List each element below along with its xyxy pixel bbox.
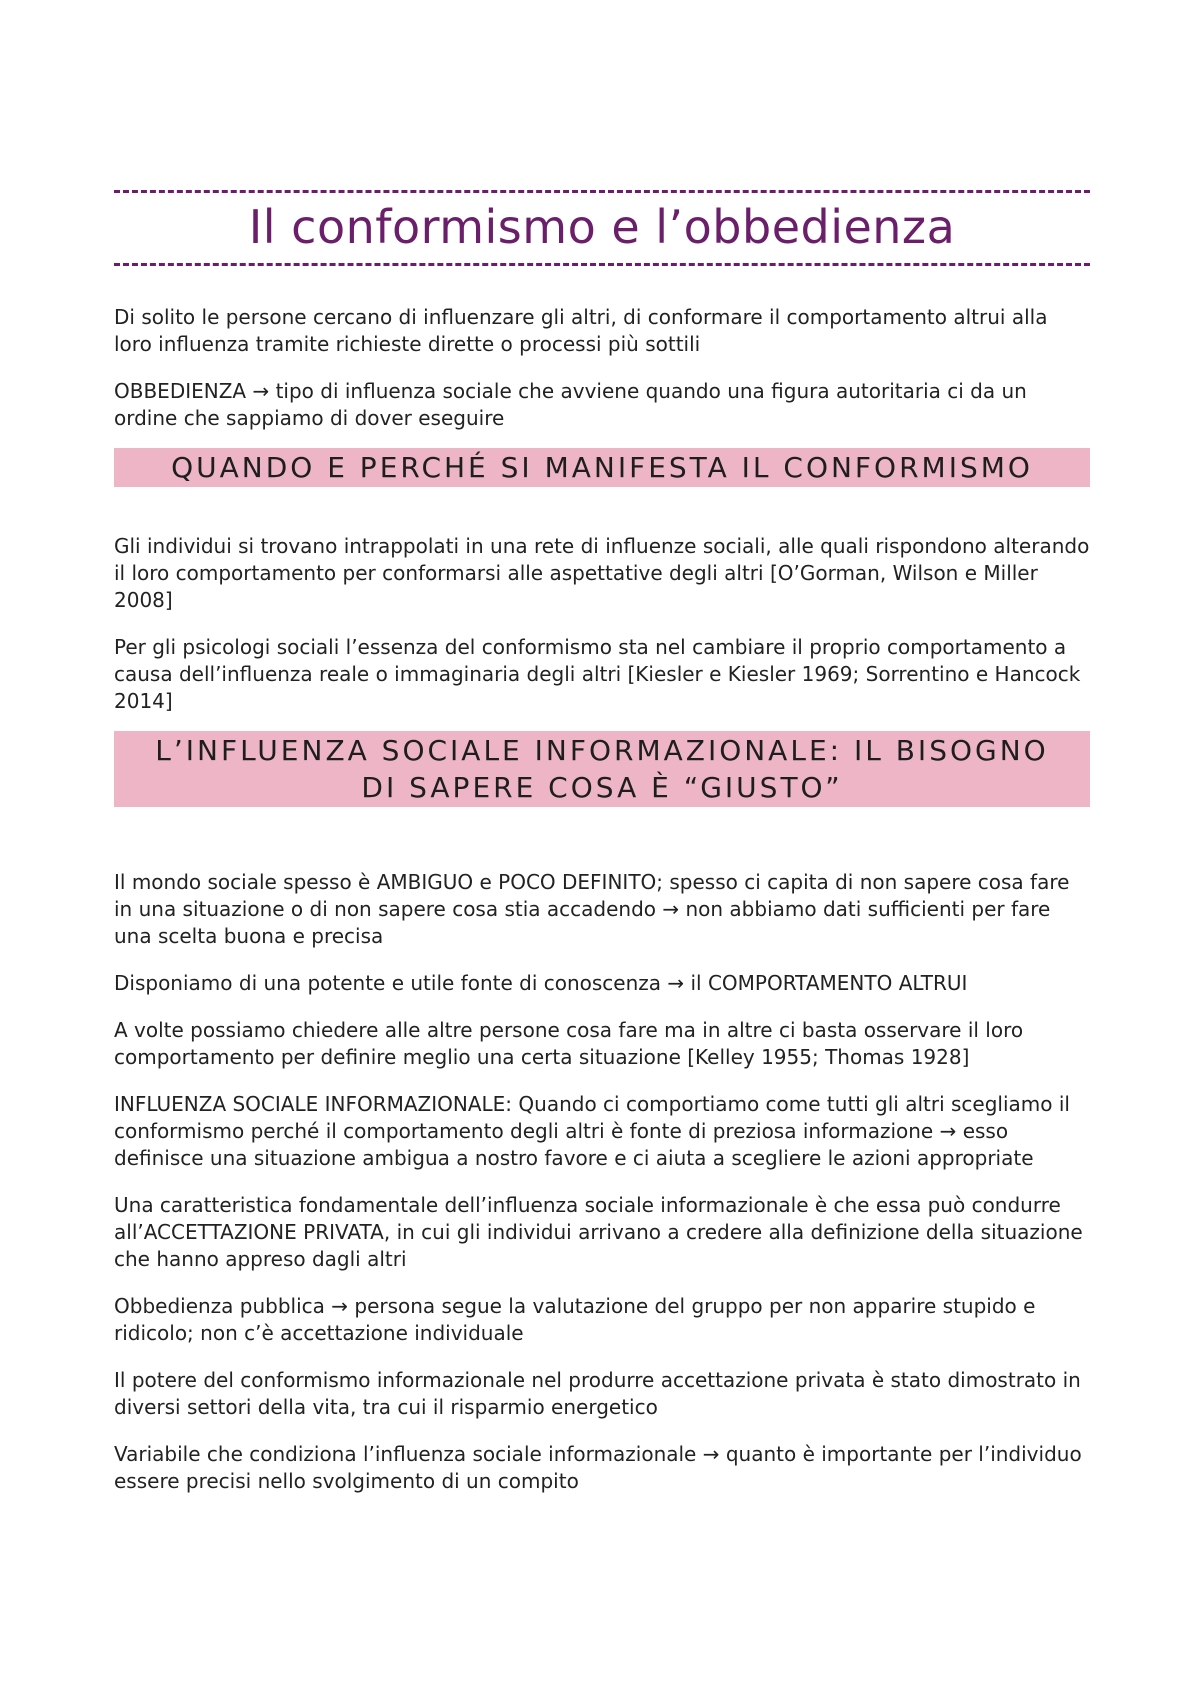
section2-paragraph: Variabile che condiziona l’influenza sociale informazionale → quanto è importante per l’individuo essere precisi nello svolgimento di un compito [114, 1442, 1082, 1493]
section2-paragraph: INFLUENZA SOCIALE INFORMAZIONALE: Quando ci comportiamo come tutti gli altri scegliamo il conformismo perché il comportamento degli altri è fonte di preziosa informazione → esso definisce una situazione ambigua a nostro favore e ci aiuta a scegliere le azioni appropriate [114, 1092, 1070, 1170]
section-heading-influenza-informazionale [114, 731, 1090, 807]
title-bottom-rule [114, 263, 1090, 266]
obbedienza-definition: OBBEDIENZA → tipo di influenza sociale che avviene quando una figura autoritaria ci da un ordine che sappiamo di dover eseguire [114, 379, 1027, 430]
section2-paragraph: Il potere del conformismo informazionale nel produrre accettazione privata è stato dimostrato in diversi settori della vita, tra cui il risparmio energetico [114, 1368, 1081, 1419]
section-heading-conformismo [114, 448, 1090, 487]
section2-paragraph: Una caratteristica fondamentale dell’influenza sociale informazionale è che essa può condurre all’ACCETTAZIONE PRIVATA, in cui gli individui arrivano a credere alla definizione della situazione che hanno appreso dagli altri [114, 1193, 1083, 1271]
title-top-rule [114, 190, 1090, 193]
section1-paragraph: Per gli psicologi sociali l’essenza del conformismo sta nel cambiare il proprio comportamento a causa dell’influenza reale o immaginaria degli altri [Kiesler e Kiesler 1969; Sorrentino e Hancock 2014] [114, 635, 1081, 713]
page-title: Il conformismo e l’obbedienza [248, 200, 956, 254]
intro-paragraph: Di solito le persone cercano di influenzare gli altri, di conformare il comportamento altrui alla loro influenza tramite richieste dirette o processi più sottili [114, 305, 1048, 356]
section2-paragraph: Il mondo sociale spesso è AMBIGUO e POCO DEFINITO; spesso ci capita di non sapere cosa fare in una situazione o di non sapere cosa stia accadendo → non abbiamo dati sufficienti per fare una scelta buona e precisa [114, 870, 1070, 948]
document-content [114, 190, 1090, 1515]
section1-paragraph: Gli individui si trovano intrappolati in una rete di influenze sociali, alle quali rispondono alterando il loro comportamento per conformarsi alle aspettative degli altri [O’Gorman, Wilson e Miller 2008] [114, 534, 1090, 612]
section-heading-line: DI SAPERE COSA È “GIUSTO” [361, 771, 843, 804]
section2-paragraph: Disponiamo di una potente e utile fonte di conoscenza → il COMPORTAMENTO ALTRUI [114, 971, 968, 995]
section2-paragraph: Obbedienza pubblica → persona segue la valutazione del gruppo per non apparire stupido e ridicolo; non c’è accettazione individuale [114, 1294, 1036, 1345]
section-heading-text: QUANDO E PERCHÉ SI MANIFESTA IL CONFORMISMO [171, 451, 1033, 484]
section2-paragraph: A volte possiamo chiedere alle altre persone cosa fare ma in altre ci basta osservare il loro comportamento per definire meglio una certa situazione [Kelley 1955; Thomas 1928] [114, 1018, 1024, 1069]
section-heading-line: L’INFLUENZA SOCIALE INFORMAZIONALE: IL BISOGNO [155, 734, 1049, 767]
